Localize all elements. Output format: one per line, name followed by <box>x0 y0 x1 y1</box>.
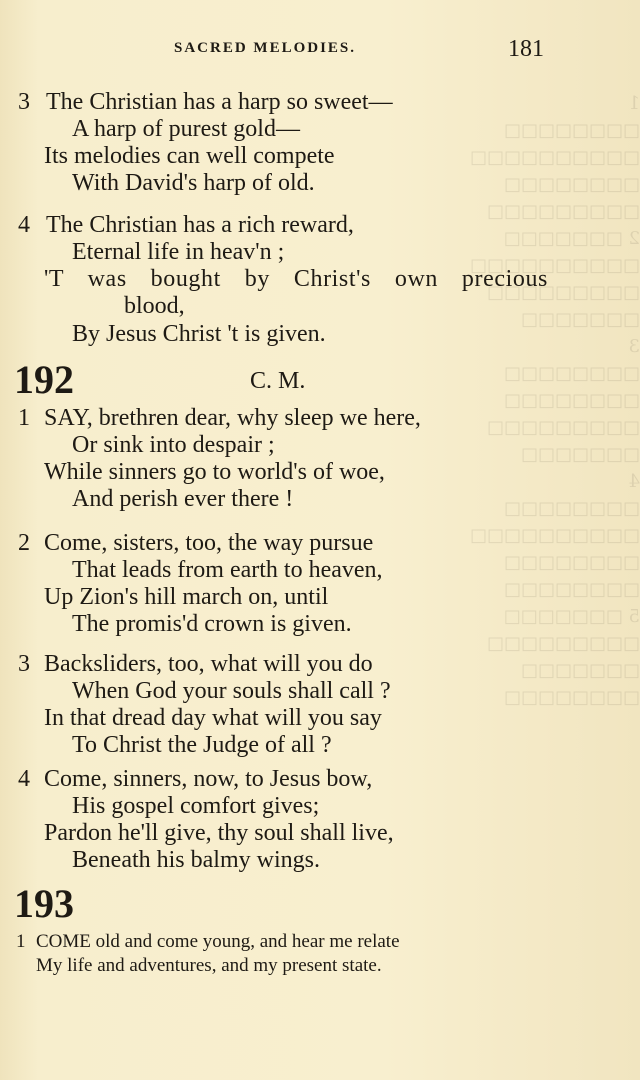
verse-line: While sinners go to world's of woe, <box>44 459 385 485</box>
verse-line: blood, <box>124 293 185 319</box>
verse-line: Come, sisters, too, the way pursue <box>44 530 374 556</box>
verse-number: 1 <box>18 405 30 431</box>
verse-number: 2 <box>18 530 30 556</box>
page-header <box>0 36 640 66</box>
verse-line: And perish ever there ! <box>72 486 294 512</box>
verse-line: Its melodies can well compete <box>44 143 335 169</box>
verse-line: 'T was bought by Christ's own precious <box>44 266 548 292</box>
verse-line: Up Zion's hill march on, until <box>44 584 329 610</box>
verse-number: 3 <box>18 89 30 115</box>
running-title: SACRED MELODIES. <box>174 40 357 56</box>
verse-number: 1 <box>16 931 26 952</box>
verse-line: A harp of purest gold— <box>72 116 300 142</box>
verse-line: The Christian has a rich reward, <box>46 212 354 238</box>
verse-line: That leads from earth to heaven, <box>72 557 383 583</box>
verse-line: By Jesus Christ 't is given. <box>72 321 326 347</box>
verse-line: When God your souls shall call ? <box>72 678 391 704</box>
verse-line: In that dread day what will you say <box>44 705 382 731</box>
verse-line: Beneath his balmy wings. <box>72 847 320 873</box>
hymn-meter: C. M. <box>250 368 306 394</box>
verse-line: To Christ the Judge of all ? <box>72 732 332 758</box>
verse-number: 4 <box>18 766 30 792</box>
verse-number: 3 <box>18 651 30 677</box>
verse-line: Come, sinners, now, to Jesus bow, <box>44 766 373 792</box>
verse-line: His gospel comfort gives; <box>72 793 320 819</box>
verse-line: SAY, brethren dear, why sleep we here, <box>44 405 421 431</box>
page-number: 181 <box>508 36 544 62</box>
hymn-number: 192 <box>14 357 74 402</box>
verse-line: My life and adventures, and my present state. <box>36 955 382 976</box>
show-through-text: 1 □□□□□□□□ □□□□□□□□□□ □□□□□□□□ □□□□□□□□□ 2 □□□□□□□ □□□□□□□□□□ □□□□□□□□□ □□□□□□□ 3 □□□□□□□□ □□□□□□□□ □□□□□□□□□ □□□□□□□ 4 □□□□□□□□ □□□□□□□□□□ □□□□□□□□ □□□□□□□□ 5 □□□□□□□ □□□□□□□□□ □□□□□□□ □□□□□□□□ <box>469 93 640 708</box>
verse-line: Eternal life in heav'n ; <box>72 239 285 265</box>
verse-line: The Christian has a harp so sweet— <box>46 89 393 115</box>
verse-line: With David's harp of old. <box>72 170 315 196</box>
verse-line: The promis'd crown is given. <box>72 611 352 637</box>
hymn-number: 193 <box>14 881 74 926</box>
verse-line: COME old and come young, and hear me relate <box>36 931 400 952</box>
verse-number: 4 <box>18 212 30 238</box>
verse-line: Pardon he'll give, thy soul shall live, <box>44 820 394 846</box>
verse-line: Backsliders, too, what will you do <box>44 651 373 677</box>
verse-line: Or sink into despair ; <box>72 432 275 458</box>
